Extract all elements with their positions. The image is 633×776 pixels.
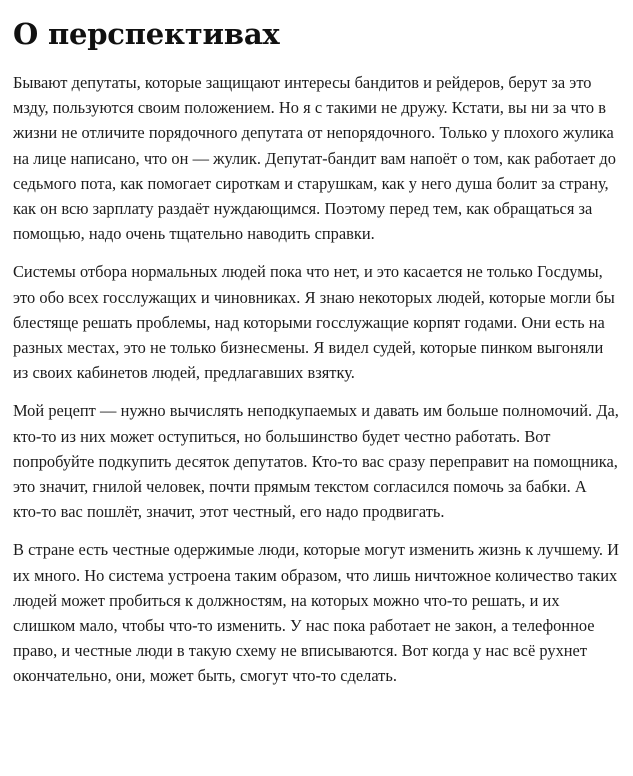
paragraph: Бывают депутаты, которые защищают интересы бандитов и рейдеров, берут за это мзду, пользуются своим положением. Но я с такими не дружу. Кстати, вы ни за что в жизни не отличите порядочного депутата от непорядочного. Только у плохого жулика на лице написано, что он — жулик. Депутат-бандит вам напоёт о том, как работает до седьмого пота, как помогает сироткам и старушкам, как у него душа болит за страну, как он всю зарплату раздаёт нуждающимся. Поэтому перед тем, как обращаться за помощью, надо очень тщательно наводить справки. — [13, 73, 616, 244]
article — [13, 0, 619, 689]
paragraph: Мой рецепт — нужно вычислять неподкупаемых и давать им больше полномочий. Да, кто-то из них может оступиться, но большинство будет честно работать. Вот попробуйте подкупить десяток депутатов. Кто-то вас сразу переправит на помощника, это значит, гнилой человек, почти прямым текстом согласился помочь за бабки. А кто-то вас пошлёт, значит, этот честный, его надо продвигать. — [13, 401, 619, 522]
paragraph: Системы отбора нормальных людей пока что нет, и это касается не только Госдумы, это обо всех госслужащих и чиновниках. Я знаю некоторых людей, которые могли бы блестяще решать проблемы, над которыми госслужащие корпят годами. Они есть на разных местах, это не только бизнесмены. Я видел судей, которые пинком выгоняли из своих кабинетов людей, предлагавших взятку. — [13, 262, 615, 383]
paragraph: В стране есть честные одержимые люди, которые могут изменить жизнь к лучшему. И их много. Но система устроена таким образом, что лишь ничтожное количество таких людей может пробиться к должностям, на которых можно что-то решать, и их слишком мало, чтобы что-то изменить. У нас пока работает не закон, а телефонное право, и честные люди в такую схему не вписываются. Вот когда у нас всё рухнет окончательно, они, может быть, смогут что-то сделать. — [13, 540, 619, 686]
article-body — [13, 70, 619, 689]
page-title: О перспективах — [13, 17, 280, 51]
